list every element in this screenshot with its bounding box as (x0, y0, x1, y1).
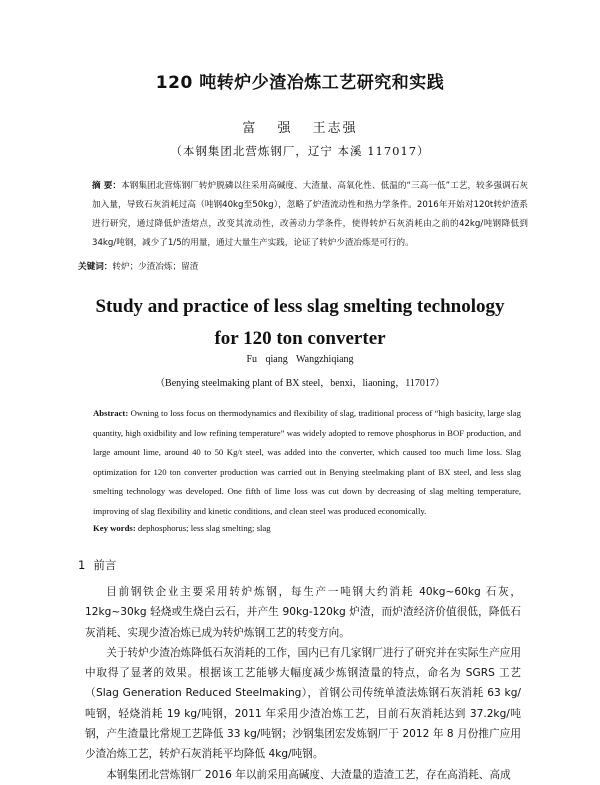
english-title-line1: Study and practice of less slag smelting technology (95, 296, 505, 317)
paragraph-3: 本钢集团北营炼钢厂 2016 年以前采用高碱度、大渣量的造渣工艺，存在高消耗、高成 (106, 768, 511, 781)
chinese-abstract (92, 177, 528, 253)
chinese-keywords (78, 260, 528, 272)
english-affiliation: （Benying steelmaking plant of BX steel，benxi，liaoning，117017） (155, 378, 445, 389)
section-heading (78, 557, 116, 573)
english-keywords (93, 523, 521, 533)
english-abstract-text: Owning to loss focus on thermodynamics and flexibility of slag, traditional process of “high basicity, large slag quantity, high oxidbility and low refining temperature” was widely adopted to remove phosphorus in BOF production, and large amount lime, around 40 to 50 Kg/t steel, was added into the converter, which caused too much lime loss. Slag optimization for 120 ton converter production was carried out in Benying steelmaking plant of BX steel, and less slag smelting technology was developed. One fifth of lime loss was cut down by decreasing of slag melting temperature, improving of slag flexibility and kinetic conditions, and clean steel was produced economically. (93, 408, 522, 516)
chinese-authors: 富 强 王志强 (242, 121, 358, 136)
english-abstract (93, 404, 521, 521)
paragraph-1: 目前钢铁企业主要采用转炉炼钢，每生产一吨钢大约消耗 40kg~60kg 石灰，12kg~30kg 轻烧或生烧白云石，并产生 90kg-120kg 炉渣，而炉渣经济价值很低，降低石灰消耗、实现少渣冶炼已成为转炉炼钢工艺的转变方向。 (85, 586, 521, 639)
chinese-title: 120 吨转炉少渣冶炼工艺研究和实践 (155, 73, 445, 93)
english-authors: Fu qiang Wangzhiqiang (246, 354, 354, 365)
english-keywords-text: dephosphorus; less slag smelting; slag (137, 523, 271, 533)
paragraph-2: 关于转炉少渣冶炼降低石灰消耗的工作，国内已有几家钢厂进行了研究并在实际生产应用中取得了显著的效果。根据该工艺能够大幅度减少炼钢渣量的特点，命名为 SGRS 工艺（Slag Generation Reduced Steelmaking），首钢公司传统单渣法炼钢石灰消耗 63 kg/吨钢，轻烧消耗 19 kg/吨钢，2011 年采用少渣冶炼工艺，目前石灰消耗达到 37.2kg/吨钢，产生渣量比常规工艺降低 33 kg/吨钢；沙钢集团宏发炼钢厂于 2012 年 8 月份推广应用少渣冶炼工艺，转炉石灰消耗平均降低 4kg/吨钢。 (85, 646, 521, 761)
english-title-line2: for 120 ton converter (214, 328, 386, 349)
chinese-affiliation: （本钢集团北营炼钢厂，辽宁 本溪 117017） (170, 144, 430, 158)
body-text (85, 582, 521, 785)
chinese-abstract-text: 本钢集团北营炼钢厂转炉脱磷以往采用高碱度、大渣量、高氧化性、低温的“三高一低”工艺，较多强调石灰加入量，导致石灰消耗过高（吨钢40kg至50kg），忽略了炉渣流动性和热力学条件。2016年开始对120t转炉渣系进行研究，通过降低炉渣熔点，改变其流动性，改善动力学条件，使得转炉石灰消耗由之前的42kg/吨钢降低到34kg/吨钢，减少了1/5的用量，通过大量生产实践，论证了转炉少渣冶炼是可行的。 (92, 181, 528, 248)
chinese-keywords-text: 转炉；少渣冶炼；留渣 (112, 262, 199, 272)
section-number: 1 (78, 558, 86, 572)
english-keywords-label: Key words: (93, 523, 136, 533)
english-abstract-label: Abstract: (93, 408, 129, 418)
section-title: 前言 (93, 558, 117, 572)
chinese-abstract-label: 摘 要： (92, 181, 122, 191)
chinese-keywords-label: 关键词： (78, 262, 113, 272)
